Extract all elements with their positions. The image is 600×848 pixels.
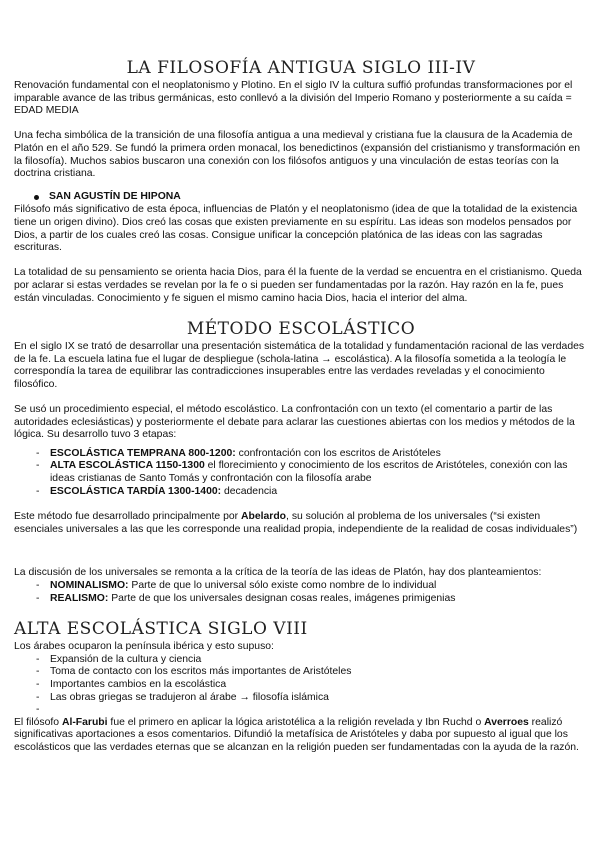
dash-bullet: - <box>36 704 40 716</box>
dash-bullet: - <box>36 592 40 604</box>
list-item <box>36 593 588 606</box>
paragraph <box>14 511 588 536</box>
item-text: Expansión de la cultura y ciencia <box>50 653 202 665</box>
list-item <box>36 679 588 692</box>
section-title-alta-escolastica: ALTA ESCOLÁSTICA SIGLO VIII <box>14 619 308 640</box>
list-item <box>36 654 588 667</box>
stage-name: ESCOLÁSTICA TARDÍA 1300-1400: <box>50 485 222 497</box>
effects-list <box>14 654 588 717</box>
dash-bullet: - <box>36 460 40 472</box>
position-name: REALISMO: <box>50 592 109 604</box>
dash-bullet: - <box>36 678 40 690</box>
item-text: Importantes cambios en la escolástica <box>50 678 227 690</box>
stage-text: decadencia <box>221 485 278 497</box>
text-run: Este método fue desarrollado principalmente por <box>14 511 241 523</box>
position-text: Parte de que los universales designan cosas reales, imágenes primigenias <box>108 592 456 604</box>
list-item <box>36 486 588 499</box>
position-name: NOMINALISMO: <box>50 580 129 591</box>
stage-text: el florecimiento y conocimiento de los escritos de Aristóteles, conexión con las ideas cristianas de Santo Tomás y confrontación con la filosofía arabe <box>50 460 568 485</box>
positions-list <box>14 580 588 605</box>
text-run: , su solución al problema de los universales (“si existen esenciales universales a las que les corresponde una realidad propia, independiente de la realidad de cosas individuales”) <box>14 511 578 535</box>
dash-bullet: - <box>36 653 40 665</box>
list-item <box>36 666 588 679</box>
position-text: Parte de que lo universal sólo existe como nombre de lo individual <box>128 580 437 591</box>
item-text: Las obras griegas se tradujeron al árabe → filosofía islámica <box>50 691 329 703</box>
paragraph <box>14 717 588 755</box>
philosopher-name: Abelardo <box>241 511 287 523</box>
stage-name: ALTA ESCOLÁSTICA 1150-1300 <box>50 460 205 472</box>
list-item <box>36 692 588 705</box>
paragraph: Se usó un procedimiento especial, el método escolástico. La confrontación con un texto (el comentario a partir de las autoridades eclesiásticas) y posteriormente el debate para aclarar las cuestiones abiertas con los medios y métodos de la lógica. Su desarrollo tuvo 3 etapas: <box>14 404 575 441</box>
text-run: El filósofo <box>14 716 62 728</box>
paragraph: Los árabes ocuparon la península ibérica y esto supuso: <box>14 641 274 653</box>
bullet-san-agustin <box>34 191 588 204</box>
text-run: realizó significativas aportaciones a esos comentarios. Difundió la metafísica de Aristóteles y daba por supuesto al igual que los escolásticos que las verdades eternas que se alcanzan en la religión pueden ser fundamentadas con la ayuda de la razón. <box>14 716 579 753</box>
stage-text: confrontación con los escritos de Aristóteles <box>235 447 441 459</box>
section-title-metodo-escolastico: MÉTODO ESCOLÁSTICO <box>186 319 416 340</box>
bullet-label: SAN AGUSTÍN DE HIPONA <box>49 190 181 202</box>
section-title-filosofia-antigua: LA FILOSOFÍA ANTIGUA SIGLO III-IV <box>126 58 476 78</box>
dash-bullet: - <box>36 485 40 497</box>
list-item <box>36 704 588 717</box>
dash-bullet: - <box>36 580 40 591</box>
list-item <box>36 448 588 461</box>
philosopher-name: Averroes <box>484 716 529 728</box>
document-page <box>14 58 588 755</box>
paragraph: Filósofo más significativo de esta época, influencias de Platón y el neoplatonismo (idea de que la totalidad de la existencia tiene un origen divino). Dios creó las cosas que existen previamente en su espíritu. Las ideas son modelos pensados por Dios, a partir de los cuales creó las cosas. Consigue unificar la concepción platónica de las ideas con las sagradas escrituras. <box>14 204 578 254</box>
list-item <box>36 460 588 485</box>
paragraph: La totalidad de su pensamiento se orienta hacia Dios, para él la fuente de la verdad se encuentra en el cristianismo. Queda por aclarar si estas verdades se revelan por la fe o si pueden ser fundamentadas por la razón. Hay razón en la fe, pues están vinculadas. Conocimiento y fe siguen el mismo camino hacia Dios, hacia el interior del alma. <box>14 267 582 304</box>
paragraph: Renovación fundamental con el neoplatonismo y Plotino. En el siglo IV la cultura suffió profundas transformaciones por el imparable avance de las tribus germánicas, esto conllevó a la división del Imperio Romano y posteriormente a su caída = EDAD MEDIA <box>14 80 573 117</box>
paragraph: En el siglo IX se trató de desarrollar una presentación sistemática de la totalidad y fundamentación racional de las verdades de la fe. La escuela latina fue el lugar de despliegue (schola-latina → escolástica). A la filosofía sometida a la teología le correspondía la tarea de equilibrar las contradicciones insuperables entre las verdades reveladas y el conocimiento filosófico. <box>14 341 585 390</box>
item-text: Toma de contacto con los escritos más importantes de Aristóteles <box>50 666 352 678</box>
philosopher-name: Al-Farubi <box>61 716 108 728</box>
dash-bullet: - <box>36 691 40 703</box>
text-run: fue el primero en aplicar la lógica aristotélica a la religión revelada y Ibn Ruchd o <box>107 716 485 728</box>
list-item <box>36 580 588 593</box>
stages-list <box>14 448 588 498</box>
bullet-dot-icon <box>34 195 39 200</box>
dash-bullet: - <box>36 447 40 459</box>
paragraph: Una fecha simbólica de la transición de una filosofía antigua a una medieval y cristiana fue la clausura de la Academia de Platón en el año 529. Se fundó la primera orden monacal, los benedictinos (expansión del cristianismo y transformación en la filosofía). Muchos sabios buscaron una conexión con los filósofos antiguos y una vinculación de estas teorías con la doctrina cristiana. <box>14 130 581 180</box>
stage-name: ESCOLÁSTICA TEMPRANA 800-1200: <box>50 447 236 459</box>
paragraph: La discusión de los universales se remonta a la crítica de la teoría de las ideas de Platón, hay dos planteamientos: <box>14 567 542 579</box>
dash-bullet: - <box>36 666 40 678</box>
